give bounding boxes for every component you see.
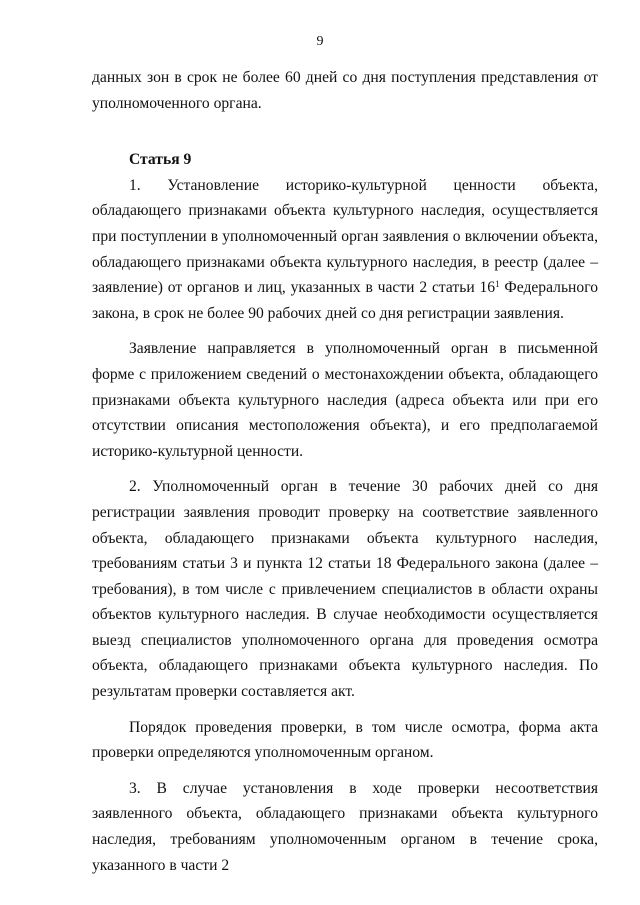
paragraph-inspection-procedure: Порядок проведения проверки, в том числе осмотра, форма акта проверки определяются уполномоченным органом.	[92, 718, 598, 762]
paragraph-application-form: Заявление направляется в уполномоченный орган в письменной форме с приложением сведений о местонахождении объекта, обладающего признаками объекта культурного наследия (адреса объекта или при его отсутствии описания местоположения объекта), и его предполагаемой историко-культурной ценности.	[92, 340, 598, 460]
article-heading: Статья 9	[129, 151, 192, 169]
paragraph-article-9-part-2: 2. Уполномоченный орган в течение 30 рабочих дней со дня регистрации заявления проводит проверку на соответствие заявленного объекта, обладающего признаками объекта культурного наследия, требованиям статьи 3 и пункта 12 статьи 18 Федерального закона (далее – требования), в том числе с привлечением специалистов в области охраны объектов культурного наследия. В случае необходимости осуществляется выезд специалистов уполномоченного органа для проведения осмотра объекта, обладающего признаками объекта культурного наследия. По результатам проверки составляется акт.	[92, 478, 598, 701]
document-body	[92, 65, 598, 878]
paragraph-article-9-part-3: 3. В случае установления в ходе проверки несоответствия заявленного объекта, обладающего признаками объекта культурного наследия, требованиям уполномоченным органом в течение срока, указанного в части 2	[92, 779, 598, 874]
paragraph-article-9-part-1	[92, 173, 598, 327]
paragraph-text: Федерального закона, в срок не более 90 рабочих дней со дня регистрации заявления.	[92, 279, 599, 322]
paragraph-text: 1. Установление историко-культурной ценности объекта, обладающего признаками объекта культурного наследия, осуществляется при поступлении в уполномоченный орган заявления о включении объекта, обладающего признаками объекта культурного наследия, в реестр (далее – заявление) от органов и лиц, указанных в части 2 статьи 16	[92, 176, 598, 297]
superscript-index: 1	[495, 278, 500, 289]
paragraph-continuation: данных зон в срок не более 60 дней со дня поступления представления от уполномоченного органа.	[92, 69, 598, 112]
page-number: 9	[316, 34, 324, 49]
